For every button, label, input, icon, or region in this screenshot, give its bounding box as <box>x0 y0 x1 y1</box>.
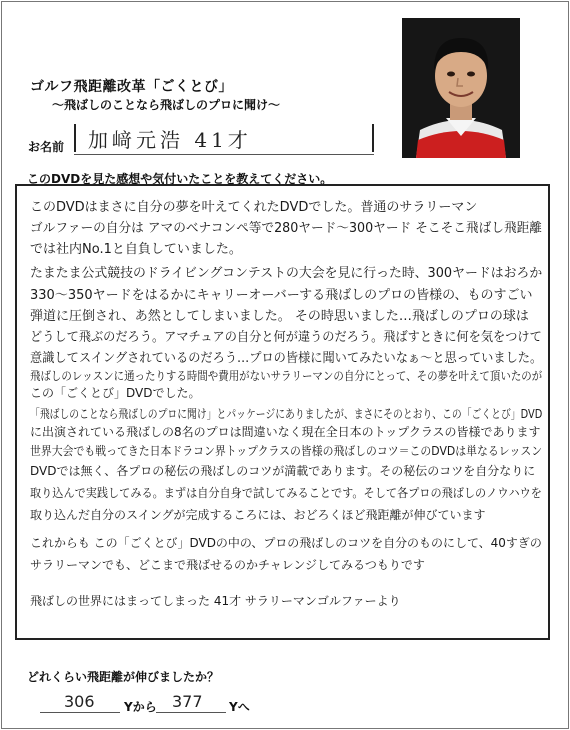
comment-line: 取り込んだ自分のスイングが完成するころには、おどろくほど飛距離が伸びています <box>30 508 486 522</box>
name-value: 加﨑元浩 41才 <box>88 128 252 152</box>
distance-after-value: 377 <box>172 692 203 711</box>
comment-line: 弾道に圧倒され、あ然としてしまいました。 その時思いました…飛ばしのプロの球は <box>30 309 529 324</box>
comment-line: DVDでは無く、各プロの秘伝の飛ばしのコツが満載であります。その秘伝のコツを自分なりに <box>30 464 536 478</box>
page-subtitle: ～飛ばしのことなら飛ばしのプロに聞け～ <box>52 98 281 112</box>
portrait-photo <box>402 18 520 158</box>
distance-after-unit: Yへ <box>229 700 250 714</box>
comment-line: これからも この「ごくとび」DVDの中の、プロの飛ばしのコツを自分のものにして、40すぎの <box>30 536 542 550</box>
comment-line: どうして飛ぶのだろう。アマチュアの自分と何が違うのだろう。飛ばすときに何を気をつけて <box>30 330 542 345</box>
comment-line: ゴルファーの自分は アマのベナコンペ等で280ヤード～300ヤード そこそこ飛ばし飛距離 <box>30 221 542 236</box>
distance-before-unit: Yから <box>124 700 157 714</box>
distance-before-value: 306 <box>64 692 95 711</box>
distance-before-underline <box>40 712 120 713</box>
comment-line: 330～350ヤードをはるかにキャリーオーバーする飛ばしのプロの皆様の、ものすごい <box>30 288 533 303</box>
comment-line: 「飛ばしのことなら飛ばしのプロに聞け」とパッケージにありましたが、まさにそのとおり、この「ごくとび」DVD <box>30 407 543 421</box>
comment-line: たまたま公式競技のドライビングコンテストの大会を見に行った時、300ヤードはおろか <box>30 266 543 281</box>
comment-line: では社内No.1と自負していました。 <box>30 242 242 257</box>
comment-line: この「ごくとび」DVDでした。 <box>30 386 201 400</box>
comment-line: 取り込んで実践してみる。まずは自分自身で試してみることです。そして各プロの飛ばしのノウハウを <box>30 486 542 500</box>
comment-line: 意識してスイングされているのだろう…プロの皆様に聞いてみたいなぁ～と思っていました。 <box>30 351 543 366</box>
name-underline <box>74 154 374 155</box>
comment-line: 世界大会でも戦ってきた日本ドラコン界トップクラスの皆様の飛ばしのコツ＝このDVDは単なるレッスン <box>30 444 543 458</box>
name-label: お名前 <box>28 140 65 154</box>
distance-question: どれくらい飛距離が伸びましたか？ <box>27 670 220 684</box>
comment-line: に出演されている飛ばしの8名のプロは間違いなく現在全日本のトップクラスの皆様であります <box>30 425 541 439</box>
comment-line: このDVDはまさに自分の夢を叶えてくれたDVDでした。普通のサラリーマン <box>30 200 478 215</box>
comment-prompt: このDVDを見た感想や気付いたことを教えてください。 <box>27 172 333 186</box>
distance-after-underline <box>156 712 226 713</box>
comment-line: 飛ばしの世界にはまってしまった 41才 サラリーマンゴルファーより <box>30 594 401 608</box>
portrait-illustration <box>402 18 520 158</box>
comment-line: 飛ばしのレッスンに通ったりする時間や費用がないサラリーマンの自分にとって、その夢を叶えて頂いたのが <box>30 369 543 383</box>
page-title: ゴルフ飛距離改革「ごくとび」 <box>30 79 233 95</box>
comment-line: サラリーマンでも、どこまで飛ばせるのかチャレンジしてみるつもりです <box>30 558 425 572</box>
